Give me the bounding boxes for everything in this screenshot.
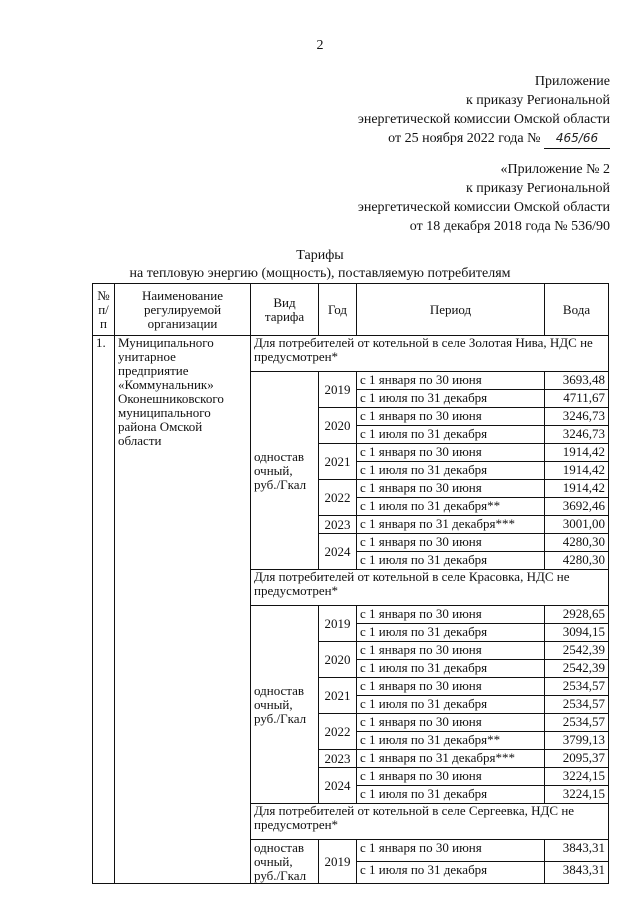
handwritten-order-number: 465/66 bbox=[544, 129, 610, 149]
header-period: Период bbox=[357, 284, 545, 336]
row-number: 1. bbox=[93, 336, 115, 884]
section-title: Для потребителей от котельной в селе Сергеевка, НДС не предусмотрен* bbox=[251, 804, 609, 840]
year-cell: 2021 bbox=[319, 678, 357, 714]
period-cell: с 1 января по 30 июня bbox=[357, 408, 545, 426]
appendix-current-line3: энергетической комиссии Омской области bbox=[357, 112, 610, 127]
value-cell: 2095,37 bbox=[545, 750, 609, 768]
year-cell: 2019 bbox=[319, 606, 357, 642]
value-cell: 2534,57 bbox=[545, 696, 609, 714]
value-cell: 2928,65 bbox=[545, 606, 609, 624]
section-row bbox=[93, 336, 609, 372]
page-number: 2 bbox=[316, 38, 324, 53]
appendix-previous-line4: от 18 декабря 2018 года № 536/90 bbox=[409, 219, 610, 234]
period-cell: с 1 января по 31 декабря*** bbox=[357, 750, 545, 768]
title-line2: на тепловую энергию (мощность), поставляемую потребителям bbox=[129, 266, 511, 281]
tariff-kind: одностав очный, руб./Гкал bbox=[251, 372, 319, 570]
header-org: Наименование регулируемой организации bbox=[115, 284, 251, 336]
value-cell: 3094,15 bbox=[545, 624, 609, 642]
period-cell: с 1 января по 30 июня bbox=[357, 768, 545, 786]
period-cell: с 1 января по 30 июня bbox=[357, 534, 545, 552]
table-header-row bbox=[93, 284, 609, 336]
period-cell: с 1 июля по 31 декабря bbox=[357, 552, 545, 570]
period-cell: с 1 января по 30 июня bbox=[357, 642, 545, 660]
value-cell: 3246,73 bbox=[545, 408, 609, 426]
period-cell: с 1 июля по 31 декабря bbox=[357, 862, 545, 884]
appendix-current-line1: Приложение bbox=[534, 74, 610, 89]
value-cell: 2534,57 bbox=[545, 678, 609, 696]
year-cell: 2024 bbox=[319, 768, 357, 804]
value-cell: 3224,15 bbox=[545, 786, 609, 804]
period-cell: с 1 июля по 31 декабря bbox=[357, 390, 545, 408]
period-cell: с 1 июля по 31 декабря bbox=[357, 696, 545, 714]
period-cell: с 1 января по 30 июня bbox=[357, 444, 545, 462]
value-cell: 4280,30 bbox=[545, 534, 609, 552]
appendix-current-date: от 25 ноября 2022 года № bbox=[388, 131, 541, 146]
year-cell: 2023 bbox=[319, 516, 357, 534]
value-cell: 1914,42 bbox=[545, 462, 609, 480]
period-cell: с 1 июля по 31 декабря bbox=[357, 660, 545, 678]
header-num: № п/п bbox=[93, 284, 115, 336]
value-cell: 3843,31 bbox=[545, 862, 609, 884]
period-cell: с 1 июля по 31 декабря bbox=[357, 426, 545, 444]
tariff-kind: одностав очный, руб./Гкал bbox=[251, 606, 319, 804]
appendix-previous-line2: к приказу Региональной bbox=[465, 181, 610, 196]
value-cell: 3843,31 bbox=[545, 840, 609, 862]
header-water: Вода bbox=[545, 284, 609, 336]
period-cell: с 1 января по 30 июня bbox=[357, 372, 545, 390]
year-cell: 2024 bbox=[319, 534, 357, 570]
year-cell: 2019 bbox=[319, 840, 357, 884]
period-cell: с 1 января по 30 июня bbox=[357, 606, 545, 624]
header-year: Год bbox=[319, 284, 357, 336]
document-title bbox=[0, 247, 640, 283]
year-cell: 2021 bbox=[319, 444, 357, 480]
value-cell: 2542,39 bbox=[545, 660, 609, 678]
organization-name: Муниципального унитарное предприятие «Коммунальник» Оконешниковского муниципального района Омской области bbox=[115, 336, 251, 884]
value-cell: 2542,39 bbox=[545, 642, 609, 660]
value-cell: 3692,46 bbox=[545, 498, 609, 516]
appendix-current-line4 bbox=[358, 129, 610, 149]
period-cell: с 1 января по 30 июня bbox=[357, 678, 545, 696]
appendix-previous bbox=[358, 160, 610, 236]
period-cell: с 1 января по 30 июня bbox=[357, 480, 545, 498]
period-cell: с 1 июля по 31 декабря bbox=[357, 786, 545, 804]
value-cell: 4711,67 bbox=[545, 390, 609, 408]
value-cell: 3001,00 bbox=[545, 516, 609, 534]
period-cell: с 1 июля по 31 декабря bbox=[357, 624, 545, 642]
value-cell: 1914,42 bbox=[545, 480, 609, 498]
period-cell: с 1 января по 30 июня bbox=[357, 840, 545, 862]
appendix-previous-line1: «Приложение № 2 bbox=[500, 162, 610, 177]
value-cell: 3799,13 bbox=[545, 732, 609, 750]
year-cell: 2022 bbox=[319, 480, 357, 516]
period-cell: с 1 января по 31 декабря*** bbox=[357, 516, 545, 534]
year-cell: 2019 bbox=[319, 372, 357, 408]
period-cell: с 1 июля по 31 декабря bbox=[357, 462, 545, 480]
tariff-table-body bbox=[93, 284, 609, 884]
year-cell: 2023 bbox=[319, 750, 357, 768]
tariff-table bbox=[92, 283, 609, 884]
year-cell: 2022 bbox=[319, 714, 357, 750]
section-title: Для потребителей от котельной в селе Красовка, НДС не предусмотрен* bbox=[251, 570, 609, 606]
value-cell: 2534,57 bbox=[545, 714, 609, 732]
appendix-previous-line3: энергетической комиссии Омской области bbox=[357, 200, 610, 215]
year-cell: 2020 bbox=[319, 408, 357, 444]
tariff-kind: одностав очный, руб./Гкал bbox=[251, 840, 319, 884]
appendix-current bbox=[358, 72, 610, 149]
value-cell: 4280,30 bbox=[545, 552, 609, 570]
header-kind: Вид тарифа bbox=[251, 284, 319, 336]
appendix-current-line2: к приказу Региональной bbox=[465, 93, 610, 108]
period-cell: с 1 января по 30 июня bbox=[357, 714, 545, 732]
value-cell: 1914,42 bbox=[545, 444, 609, 462]
value-cell: 3693,48 bbox=[545, 372, 609, 390]
value-cell: 3246,73 bbox=[545, 426, 609, 444]
section-title: Для потребителей от котельной в селе Золотая Нива, НДС не предусмотрен* bbox=[251, 336, 609, 372]
title-line1: Тарифы bbox=[296, 248, 344, 263]
period-cell: с 1 июля по 31 декабря** bbox=[357, 498, 545, 516]
value-cell: 3224,15 bbox=[545, 768, 609, 786]
year-cell: 2020 bbox=[319, 642, 357, 678]
period-cell: с 1 июля по 31 декабря** bbox=[357, 732, 545, 750]
